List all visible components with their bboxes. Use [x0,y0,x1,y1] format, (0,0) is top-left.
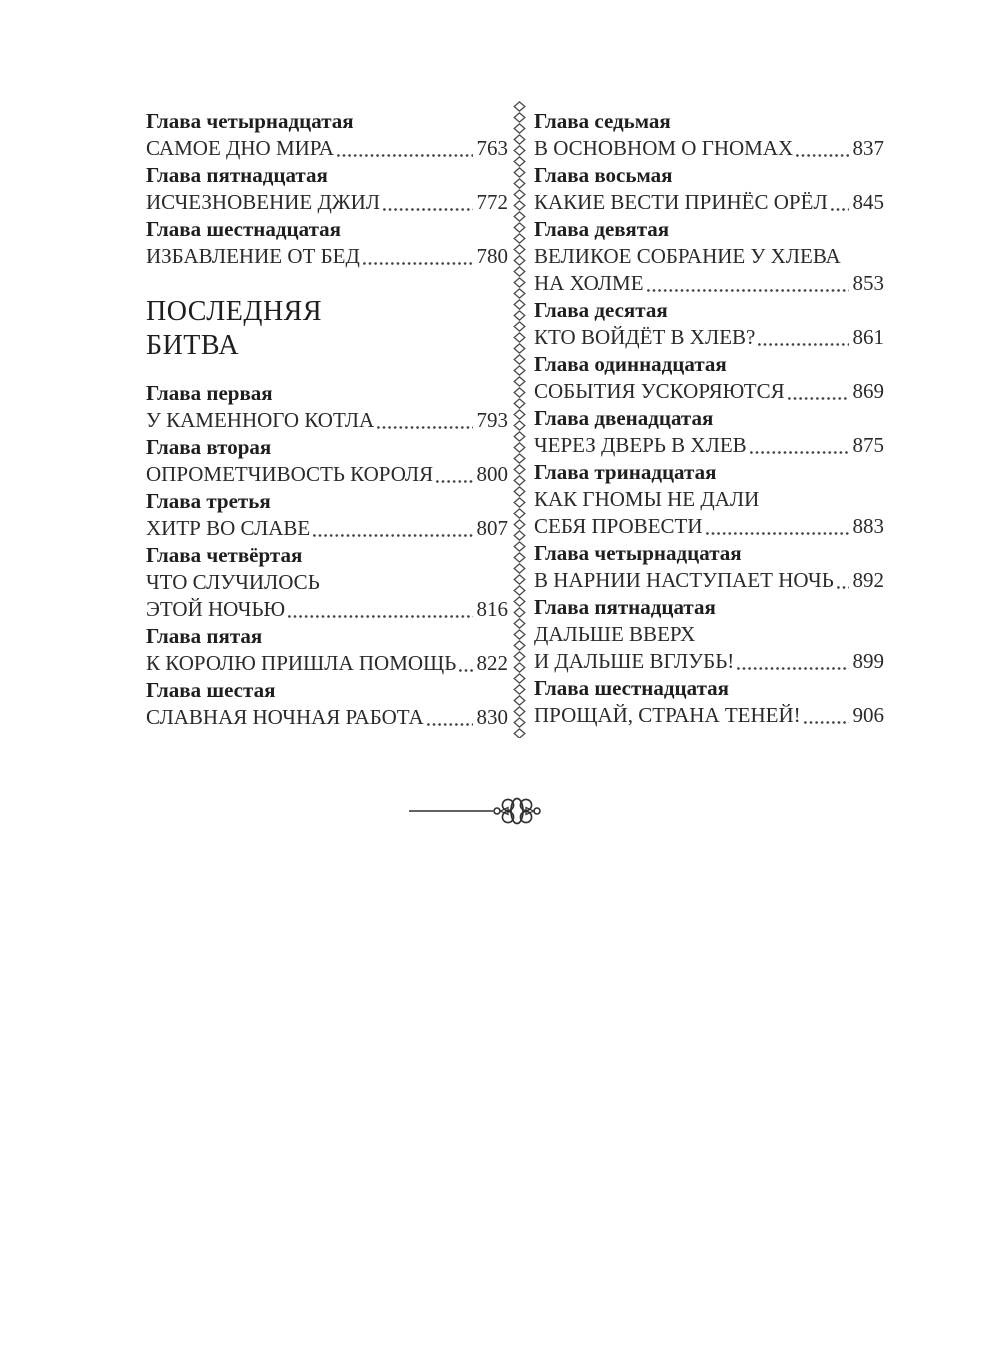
dot-leader [363,262,473,265]
page-number: 899 [852,649,884,673]
chapter-label: Глава восьмая [534,163,673,187]
toc-entry [534,405,884,459]
page-number: 853 [852,271,884,295]
toc-entry [146,216,508,270]
dot-leader [377,426,472,429]
dot-leader [788,397,849,400]
chapter-title: САМОЕ ДНО МИРА [146,136,334,160]
toc-entry [146,162,508,216]
dot-leader [706,532,849,535]
page-number: 822 [476,651,508,675]
chapter-title-row [534,135,884,162]
toc-entry [146,677,508,731]
chapter-label: Глава третья [146,489,271,513]
toc-entry [146,623,508,677]
chapter-label: Глава пятнадцатая [146,163,328,187]
toc-entry [146,108,508,162]
toc-entry [146,434,508,488]
chapter-label: Глава девятая [534,217,670,241]
toc-entry [534,675,884,729]
chapter-title-row [146,704,508,731]
dot-leader [337,154,473,157]
ornamental-rule-knot-icon [407,796,687,826]
toc-entry [534,216,884,297]
chapter-title: ЧЕРЕЗ ДВЕРЬ В ХЛЕВ [534,433,747,457]
dot-leader [436,480,472,483]
dot-leader [796,154,848,157]
page-number: 845 [852,190,884,214]
chapter-label: Глава двенадцатая [534,406,714,430]
page-number: 807 [476,516,508,540]
chapter-label: Глава пятая [146,624,263,648]
diamond-chain-divider-icon [512,101,527,738]
dot-leader [737,667,848,670]
page-number: 869 [852,379,884,403]
chapter-label: Глава шестая [146,678,276,702]
chapter-title: И ДАЛЬШЕ ВГЛУБЬ! [534,649,735,673]
dot-leader [383,208,472,211]
chapter-title-row [534,702,884,729]
chapter-label: Глава четвёртая [146,543,303,567]
page-number: 772 [476,190,508,214]
toc-entry [146,488,508,542]
toc-entry [534,162,884,216]
chapter-title: СЛАВНАЯ НОЧНАЯ РАБОТА [146,705,424,729]
page-number: 837 [852,136,884,160]
chapter-title: ИСЧЕЗНОВЕНИЕ ДЖИЛ [146,190,381,214]
page-number: 763 [476,136,508,160]
page-number: 800 [476,462,508,486]
chapter-title: КТО ВОЙДЁТ В ХЛЕВ? [534,325,756,349]
chapter-title: ХИТР ВО СЛАВЕ [146,516,311,540]
chapter-label: Глава четырнадцатая [146,109,354,133]
chapter-title: ЭТОЙ НОЧЬЮ [146,597,286,621]
chapter-title: ОПРОМЕТЧИВОСТЬ КОРОЛЯ [146,462,434,486]
chapter-title-row [146,596,508,623]
toc-entry [534,459,884,540]
chapter-title-row [146,243,508,270]
chapter-title: ИЗБАВЛЕНИЕ ОТ БЕД [146,244,360,268]
book-section-title [146,295,508,363]
dot-leader [313,534,472,537]
book-section-title-line1: ПОСЛЕДНЯЯ [146,296,323,327]
chapter-title-row [534,189,884,216]
page-number: 875 [852,433,884,457]
chapter-title-row [146,135,508,162]
chapter-title-row [534,432,884,459]
chapter-title-row [146,407,508,434]
toc-right-column [534,108,884,731]
chapter-label: Глава одиннадцатая [534,352,727,376]
chapter-label: Глава пятнадцатая [534,595,716,619]
chapter-title: В ОСНОВНОМ О ГНОМАХ [534,136,794,160]
chapter-title-row [534,513,884,540]
dot-leader [427,723,473,726]
toc-entry [146,380,508,434]
chapter-title: ПРОЩАЙ, СТРАНА ТЕНЕЙ! [534,703,801,727]
toc-entry [534,540,884,594]
chapter-label: Глава десятая [534,298,668,322]
toc-entry [534,351,884,405]
toc-entry [534,297,884,351]
chapter-title-row [534,270,884,297]
chapter-label: Глава четырнадцатая [534,541,742,565]
page-number: 816 [476,597,508,621]
chapter-title: СОБЫТИЯ УСКОРЯЮТСЯ [534,379,785,403]
chapter-title: НА ХОЛМЕ [534,271,644,295]
book-section-title-line2: БИТВА [146,330,240,361]
dot-leader [647,289,849,292]
dot-leader [459,669,472,672]
chapter-label: Глава шестнадцатая [146,217,342,241]
chapter-title: СЕБЯ ПРОВЕСТИ [534,514,703,538]
chapter-title-row [146,515,508,542]
dot-leader [758,343,848,346]
page-number: 793 [476,408,508,432]
chapter-title-row [534,324,884,351]
chapter-title-row [146,189,508,216]
chapter-title-row [146,650,508,677]
toc-entry [146,542,508,623]
page-number: 780 [476,244,508,268]
chapter-title: К КОРОЛЮ ПРИШЛА ПОМОЩЬ [146,651,457,675]
chapter-title-line: ВЕЛИКОЕ СОБРАНИЕ У ХЛЕВА [534,244,841,268]
chapter-title-row [534,567,884,594]
chapter-title-row [146,461,508,488]
chapter-label: Глава седьмая [534,109,671,133]
dot-leader [837,586,849,589]
chapter-title-line: ЧТО СЛУЧИЛОСЬ [146,570,320,594]
page-number: 830 [476,705,508,729]
chapter-label: Глава первая [146,381,273,405]
chapter-title-line: КАК ГНОМЫ НЕ ДАЛИ [534,487,760,511]
chapter-title: У КАМЕННОГО КОТЛА [146,408,375,432]
chapter-label: Глава шестнадцатая [534,676,730,700]
chapter-label: Глава тринадцатая [534,460,717,484]
page-number: 892 [852,568,884,592]
dot-leader [804,721,849,724]
dot-leader [288,615,472,618]
chapter-title-row [534,648,884,675]
toc-left-column [146,108,508,731]
chapter-title-row [534,378,884,405]
dot-leader [750,451,849,454]
chapter-label: Глава вторая [146,435,272,459]
chapter-title: В НАРНИИ НАСТУПАЕТ НОЧЬ [534,568,834,592]
toc-entry [534,108,884,162]
page-number: 883 [852,514,884,538]
dot-leader [831,208,849,211]
page-number: 906 [852,703,884,727]
chapter-title-line: ДАЛЬШЕ ВВЕРХ [534,622,696,646]
chapter-title: КАКИЕ ВЕСТИ ПРИНЁС ОРЁЛ [534,190,828,214]
page-number: 861 [852,325,884,349]
toc-entry [534,594,884,675]
